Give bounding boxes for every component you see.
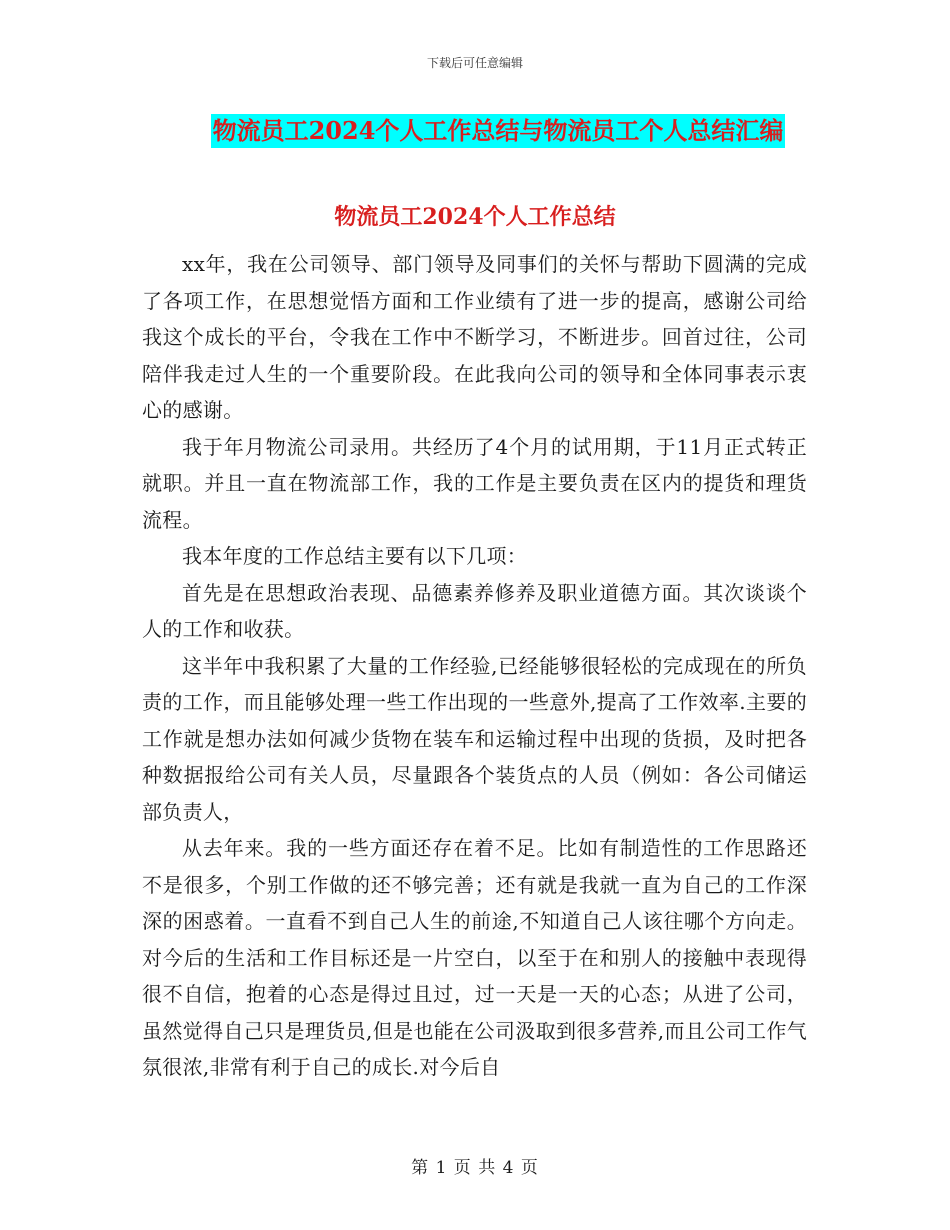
paragraph: 我于年月物流公司录用。共经历了4个月的试用期，于11月正式转正就职。并且一直在物流部工作，我的工作是主要负责在区内的提货和理货流程。	[142, 434, 807, 532]
document-main-title: 物流员工2024个人工作总结与物流员工个人总结汇编	[211, 114, 786, 148]
paragraph: xx年，我在公司领导、部门领导及同事们的关怀与帮助下圆满的完成了各项工作，在思想觉悟方面和工作业绩有了进一步的提高，感谢公司给我这个成长的平台，令我在工作中不断学习，不断进步。回首过往，公司陪伴我走过人生的一个重要阶段。在此我向公司的领导和全体同事表示衷心的感谢。	[142, 252, 807, 422]
paragraph: 我本年度的工作总结主要有以下几项：	[182, 544, 528, 568]
section-title: 物流员工2024个人工作总结	[334, 204, 616, 230]
page-number: 第 1 页 共 4 页	[411, 1158, 539, 1178]
paragraph: 首先是在思想政治表现、品德素养修养及职业道德方面。其次谈谈个人的工作和收获。	[142, 580, 807, 641]
page-header-note: 下载后可任意编辑	[426, 56, 523, 70]
paragraph: 这半年中我积累了大量的工作经验,已经能够很轻松的完成现在的所负责的工作，而且能够处理一些工作出现的一些意外,提高了工作效率.主要的工作就是想办法如何减少货物在装车和运输过程中出现的货损，及时把各种数据报给公司有关人员，尽量跟各个装货点的人员（例如：各公司储运部负责人，	[142, 653, 807, 824]
main-title-container	[188, 114, 808, 148]
document-body	[142, 246, 807, 1086]
paragraph: 从去年来。我的一些方面还存在着不足。比如有制造性的工作思路还不是很多，个别工作做的还不够完善；还有就是我就一直为自己的工作深深的困惑着。一直看不到自己人生的前途,不知道自己人该往哪个方向走。对今后的生活和工作目标还是一片空白，以至于在和别人的接触中表现得很不自信，抱着的心态是得过且过，过一天是一天的心态；从进了公司，虽然觉得自己只是理货员,但是也能在公司汲取到很多营养,而且公司工作气氛很浓,非常有利于自己的成长.对今后自	[142, 836, 807, 1079]
